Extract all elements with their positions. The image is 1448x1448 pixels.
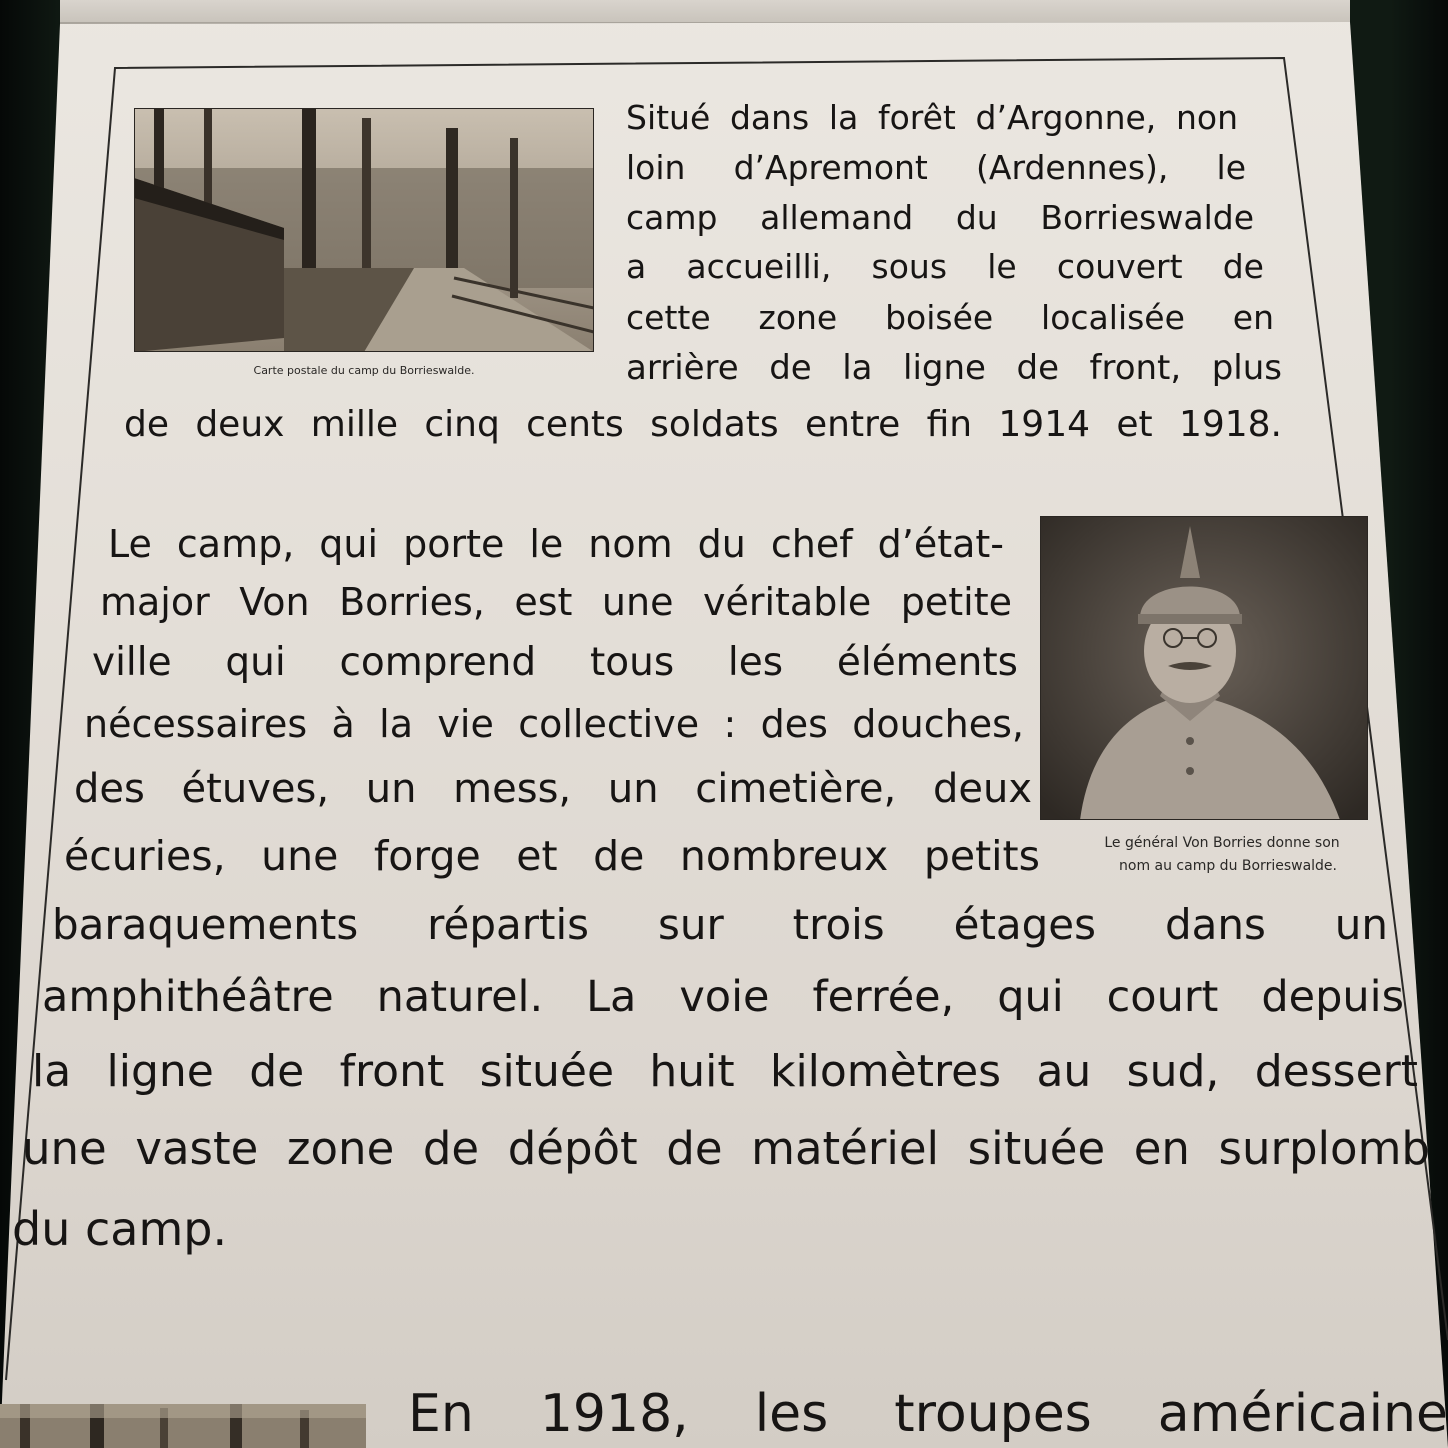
bottom-partial-photo <box>0 1404 366 1448</box>
paragraph2-line2: major Von Borries, est une véritable petite <box>100 580 1012 624</box>
paragraph1-line1: Situé dans la forêt d’Argonne, non <box>626 98 1238 137</box>
camp-postcard-caption: Carte postale du camp du Borrieswalde. <box>253 364 475 377</box>
general-portrait-caption-line1: Le général Von Borries donne son <box>1104 835 1340 851</box>
paragraph1-line5: cette zone boisée localisée en <box>626 298 1274 337</box>
paragraph2-line1: Le camp, qui porte le nom du chef d’état- <box>108 522 1004 566</box>
paragraph2-line4: nécessaires à la vie collective : des douches, <box>84 702 1024 746</box>
paragraph3-line1: En 1918, les troupes américaine <box>408 1384 1448 1444</box>
paragraph2-line10: une vaste zone de dépôt de matériel située en surplomb <box>22 1122 1430 1175</box>
paragraph2-line7: baraquements répartis sur trois étages dans un <box>52 900 1388 949</box>
general-portrait-photo <box>1040 516 1368 820</box>
binder-strip <box>60 0 1350 24</box>
paragraph1-line6: arrière de la ligne de front, plus <box>626 348 1282 388</box>
paragraph2-line6: écuries, une forge et de nombreux petits <box>64 832 1040 880</box>
general-portrait-caption-line2: nom au camp du Borrieswalde. <box>1119 858 1337 874</box>
paragraph1-line2: loin d’Apremont (Ardennes), le <box>626 148 1246 187</box>
paragraph1-line4: a accueilli, sous le couvert de <box>626 247 1264 286</box>
paragraph1-line3: camp allemand du Borrieswalde <box>626 198 1254 237</box>
paragraph2-line5: des étuves, un mess, un cimetière, deux <box>74 766 1032 812</box>
paragraph2-line8: amphithéâtre naturel. La voie ferrée, qui court depuis <box>42 972 1404 1022</box>
paragraph2-line3: ville qui comprend tous les éléments <box>92 640 1018 685</box>
paragraph2-line9: la ligne de front située huit kilomètres au sud, dessert <box>32 1046 1418 1097</box>
camp-postcard-photo <box>134 108 594 352</box>
paragraph1-line7: de deux mille cinq cents soldats entre fin 1914 et 1918. <box>124 404 1282 445</box>
paragraph2-line11: du camp. <box>12 1202 228 1256</box>
